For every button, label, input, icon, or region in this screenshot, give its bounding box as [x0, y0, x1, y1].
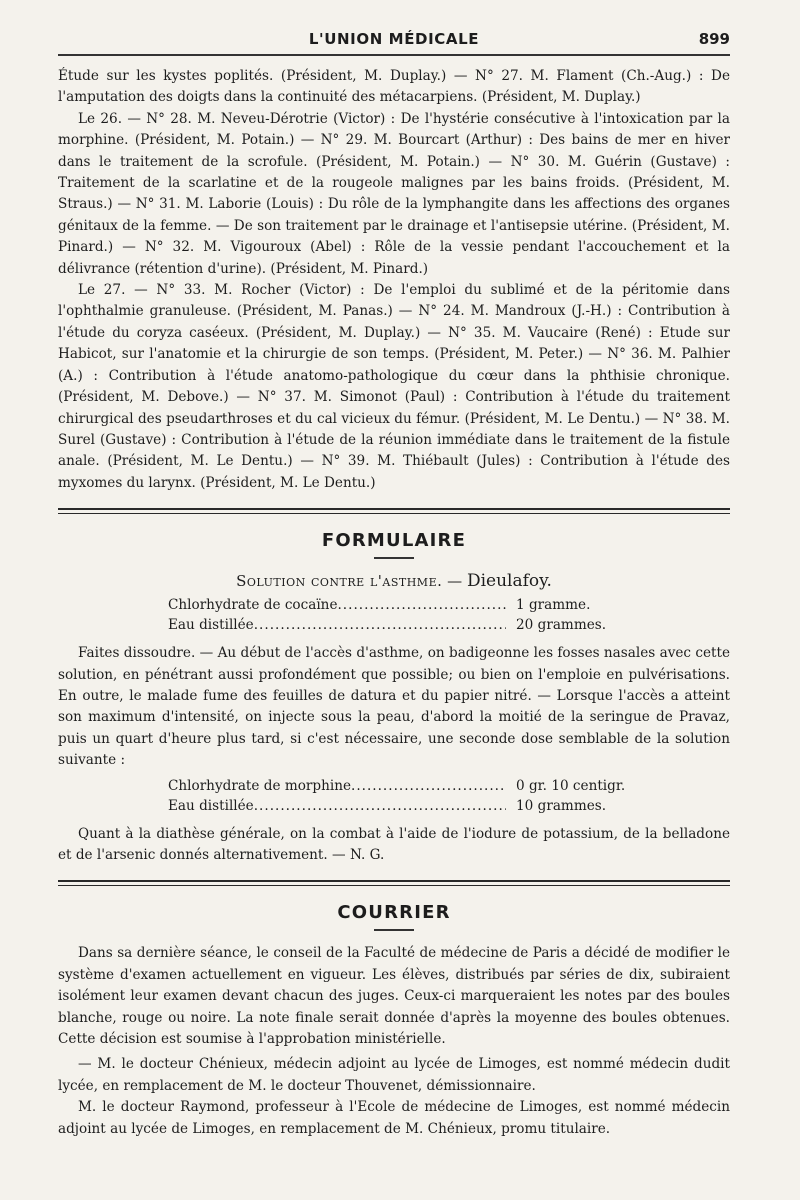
courrier-section [58, 902, 730, 1140]
recipe-author: Dieulafoy. [466, 571, 552, 592]
recipe-amount: 20 grammes. [516, 617, 607, 634]
recipe-ingredient: Eau distillée [168, 797, 254, 814]
formulaire-section [58, 530, 730, 866]
recipe-row [168, 595, 628, 615]
thesis-paragraph: Étude sur les kystes poplités. (Président, M. Duplay.) — N° 27. M. Flament (Ch.-Aug.) : De l'amputation des doigts dans la continuité des métacarpiens. (Président, M. Duplay.) [58, 68, 730, 106]
recipe-row [168, 796, 628, 816]
leader-dots [337, 595, 506, 615]
header-rule [58, 54, 730, 56]
recipe-ingredient: Eau distillée [168, 617, 254, 634]
section-divider [58, 880, 730, 886]
leader-dots [254, 615, 506, 635]
page-header [58, 26, 730, 54]
recipe-amount: 10 grammes. [516, 797, 607, 814]
recipe-amount: 0 gr. 10 centigr. [516, 777, 626, 794]
page-number: 899 [698, 30, 730, 48]
title-underline [374, 557, 414, 559]
courrier-paragraph: — M. le docteur Chénieux, médecin adjoint au lycée de Limoges, est nommé médecin dudit lycée, en remplacement de M. le docteur Thouvenet, démissionnaire. [58, 1056, 730, 1094]
title-underline [374, 929, 414, 931]
recipe-list [168, 776, 628, 816]
formulaire-paragraph: Quant à la diathèse générale, on la combat à l'aide de l'iodure de potassium, de la belladone et de l'arsenic donnés alternativement. — N. G. [58, 825, 730, 863]
recipe-list [168, 595, 628, 635]
leader-dots [351, 776, 506, 796]
courrier-paragraph: Dans sa dernière séance, le conseil de la Faculté de médecine de Paris a décidé de modifier le système d'examen actuellement en vigueur. Les élèves, distribués par séries de dix, subiraient isolément leur examen devant chacun des juges. Ceux-ci marqueraient les notes par des boules blanche, rouge ou noire. La note finale serait donnée d'après la moyenne des boules obtenues. Cette décision est soumise à l'approbation ministérielle. [58, 945, 730, 1047]
recipe-row [168, 615, 628, 635]
leader-dots [254, 796, 506, 816]
recipe-dash: — [447, 572, 463, 591]
recipe-ingredient: Chlorhydrate de morphine [168, 777, 351, 794]
formulaire-paragraph: Faites dissoudre. — Au début de l'accès d'asthme, on badigeonne les fosses nasales avec cette solution, en pénétrant aussi profondément que possible; ou bien on l'emploie en pulvérisations. En outre, le malade fume des feuilles de datura et du papier nitré. — Lorsque l'accès a atteint son maximum d'intensité, on injecte sous la peau, d'abord la moitié de la seringue de Pravaz, puis un quart d'heure plus tard, si c'est nécessaire, une seconde dose semblable de la solution suivante : [58, 645, 730, 769]
recipe-name: Solution contre l'asthme. [236, 572, 443, 591]
theses-section [58, 66, 730, 494]
recipe-amount: 1 gramme. [516, 597, 591, 614]
recipe-row [168, 776, 628, 796]
thesis-paragraph: Le 26. — N° 28. M. Neveu-Dérotrie (Victor) : De l'hystérie consécutive à l'intoxication par la morphine. (Président, M. Potain.) — N° 29. M. Bourcart (Arthur) : Des bains de mer en hiver dans le traitement de la scrofule. (Président, M. Potain.) — N° 30. M. Guérin (Gustave) : Traitement de la scarlatine et de la rougeole malignes par les bains froids. (Président, M. Straus.) — N° 31. M. Laborie (Louis) : Du rôle de la lymphangite dans les affections des organes génitaux de la femme. — De son traitement par le drainage et l'antisepsie utérine. (Président, M. Pinard.) — N° 32. M. Vigouroux (Abel) : Rôle de la vessie pendant l'accouchement et la délivrance (rétention d'urine). (Président, M. Pinard.) [58, 110, 730, 277]
recipe-ingredient: Chlorhydrate de cocaïne [168, 597, 338, 614]
courrier-paragraph: M. le docteur Raymond, professeur à l'Ecole de médecine de Limoges, est nommé médecin adjoint au lycée de Limoges, en remplacement de M. Chénieux, promu titulaire. [58, 1099, 730, 1137]
running-title: L'UNION MÉDICALE [308, 30, 480, 48]
recipe-title [58, 571, 730, 591]
section-divider [58, 508, 730, 514]
section-title-courrier: COURRIER [337, 902, 451, 924]
thesis-paragraph: Le 27. — N° 33. M. Rocher (Victor) : De l'emploi du sublimé et de la péritomie dans l'ophthalmie granuleuse. (Président, M. Panas.) — N° 24. M. Mandroux (J.-H.) : Contribution à l'étude du coryza caséeux. (Président, M. Duplay.) — N° 35. M. Vaucaire (René) : Etude sur Habicot, sur l'anatomie et la chirurgie de son temps. (Président, M. Peter.) — N° 36. M. Palhier (A.) : Contribution à l'étude anatomo-pathologique du cœur dans la phthisie chronique. (Président, M. Debove.) — N° 37. M. Simonot (Paul) : Contribution à l'étude du traitement chirurgical des pseudarthroses et du cal vicieux du fémur. (Président, M. Le Dentu.) — N° 38. M. Surel (Gustave) : Contribution à l'étude de la réunion immédiate dans le traitement de la fistule anale. (Président, M. Le Dentu.) — N° 39. M. Thiébault (Jules) : Contribution à l'étude des myxomes du larynx. (Président, M. Le Dentu.) [58, 282, 730, 491]
section-title-formulaire: FORMULAIRE [321, 530, 467, 552]
journal-page [58, 26, 730, 1140]
